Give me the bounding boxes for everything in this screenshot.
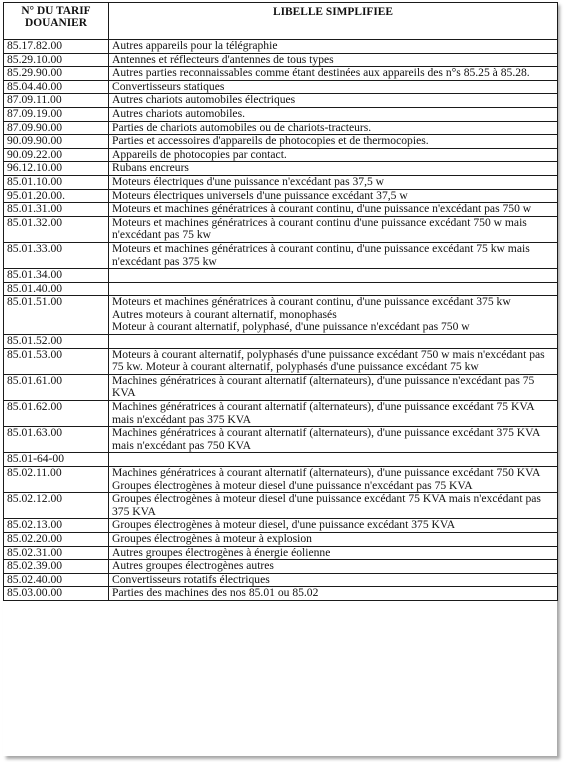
table-header-row <box>4 3 558 40</box>
label-cell: Autres appareils pour la télégraphie <box>109 40 558 54</box>
table-row <box>4 40 558 54</box>
table-body <box>4 40 558 601</box>
tariff-code-cell: 85.02.12.00 <box>4 493 109 519</box>
tariff-code-cell: 90.09.90.00 <box>4 135 109 149</box>
label-cell: Autres parties reconnaissables comme étant destinées aux appareils des n°s 85.25 à 85.28. <box>109 67 558 81</box>
tariff-table <box>3 2 558 601</box>
tariff-code-cell: 85.01.40.00 <box>4 282 109 296</box>
table-row <box>4 519 558 533</box>
table-row <box>4 296 558 335</box>
table-row <box>4 162 558 176</box>
table-row <box>4 546 558 560</box>
label-cell: Parties et accessoires d'appareils de photocopies et de thermocopies. <box>109 135 558 149</box>
tariff-code-cell: 85.02.39.00 <box>4 560 109 574</box>
table-row <box>4 282 558 296</box>
table-row <box>4 203 558 217</box>
label-cell: Autres chariots automobiles électriques <box>109 94 558 108</box>
tariff-code-cell: 85.01.61.00 <box>4 374 109 400</box>
tariff-code-cell: 85.01.10.00 <box>4 175 109 189</box>
tariff-code-cell: 85.02.13.00 <box>4 519 109 533</box>
tariff-code-cell: 85.02.11.00 <box>4 467 109 493</box>
tariff-code-cell: 85.01.53.00 <box>4 348 109 374</box>
label-cell: Convertisseurs rotatifs électriques <box>109 573 558 587</box>
table-row <box>4 335 558 349</box>
tariff-code-cell: 85.03.00.00 <box>4 587 109 601</box>
label-cell: Parties de chariots automobiles ou de chariots-tracteurs. <box>109 121 558 135</box>
tariff-code-cell: 85.01.51.00 <box>4 296 109 335</box>
tariff-code-cell: 85.01-64-00 <box>4 453 109 467</box>
tariff-code-cell: 85.01.62.00 <box>4 401 109 427</box>
tariff-code-cell: 87.09.90.00 <box>4 121 109 135</box>
tariff-code-cell: 85.01.31.00 <box>4 203 109 217</box>
tariff-code-cell: 85.02.31.00 <box>4 546 109 560</box>
tariff-code-cell: 87.09.11.00 <box>4 94 109 108</box>
table-row <box>4 560 558 574</box>
table-row <box>4 216 558 242</box>
label-cell: Moteurs électriques d'une puissance n'excédant pas 37,5 w <box>109 175 558 189</box>
label-cell: Moteurs et machines génératrices à courant continu d'une puissance excédant 750 w mais n'excédant pas 75 kw <box>109 216 558 242</box>
table-row <box>4 148 558 162</box>
label-cell <box>109 453 558 467</box>
label-cell: Groupes électrogènes à moteur diesel, d'une puissance excédant 375 KVA <box>109 519 558 533</box>
table-row <box>4 80 558 94</box>
label-cell: Convertisseurs statiques <box>109 80 558 94</box>
tariff-code-cell: 85.01.52.00 <box>4 335 109 349</box>
label-cell: Autres chariots automobiles. <box>109 107 558 121</box>
table-row <box>4 427 558 453</box>
tariff-code-cell: 85.29.90.00 <box>4 67 109 81</box>
tariff-code-cell: 85.02.20.00 <box>4 532 109 546</box>
label-cell <box>109 269 558 283</box>
tariff-code-cell: 85.01.34.00 <box>4 269 109 283</box>
label-cell: Groupes électrogènes à moteur diesel d'une puissance excédant 75 KVA mais n'excédant pas 375 KVA <box>109 493 558 519</box>
tariff-code-cell: 95.01.20.00. <box>4 189 109 203</box>
label-cell: Machines génératrices à courant alternatif (alternateurs), d'une puissance excédant 75 KVA mais n'excédant pas 375 KVA <box>109 401 558 427</box>
label-cell: Parties des machines des nos 85.01 ou 85.02 <box>109 587 558 601</box>
table-row <box>4 573 558 587</box>
table-row <box>4 467 558 493</box>
tariff-table-frame <box>3 2 557 756</box>
label-cell: Rubans encreurs <box>109 162 558 176</box>
tariff-code-cell: 96.12.10.00 <box>4 162 109 176</box>
label-cell: Groupes électrogènes à moteur à explosion <box>109 532 558 546</box>
table-row <box>4 401 558 427</box>
table-row <box>4 587 558 601</box>
label-cell: Moteurs électriques universels d'une puissance excédant 37,5 w <box>109 189 558 203</box>
label-cell: Machines génératrices à courant alternatif (alternateurs), d'une puissance excédant 750 KVA Groupes électrogènes à moteur diesel d'une puissance n'excédant pas 75 KVA <box>109 467 558 493</box>
table-row <box>4 348 558 374</box>
label-cell: Antennes et réflecteurs d'antennes de tous types <box>109 53 558 67</box>
tariff-code-cell: 85.29.10.00 <box>4 53 109 67</box>
header-simplified-label: LIBELLE SIMPLIFIEE <box>109 3 558 40</box>
label-cell: Moteurs et machines génératrices à courant continu, d'une puissance excédant 375 kw Autres moteurs à courant alternatif, monophasés Moteur à courant alternatif, polyphasé, d'une puissance n'excédant pas 750 w <box>109 296 558 335</box>
table-row <box>4 242 558 268</box>
label-cell: Machines génératrices à courant alternatif (alternateurs), d'une puissance excédant 375 KVA mais n'excédant pas 750 KVA <box>109 427 558 453</box>
table-row <box>4 493 558 519</box>
label-cell: Autres groupes électrogènes autres <box>109 560 558 574</box>
label-cell: Autres groupes électrogènes à énergie éolienne <box>109 546 558 560</box>
tariff-code-cell: 90.09.22.00 <box>4 148 109 162</box>
table-row <box>4 53 558 67</box>
tariff-code-cell: 85.01.63.00 <box>4 427 109 453</box>
label-cell: Moteurs et machines génératrices à courant continu, d'une puissance excédant 75 kw mais n'excédant pas 375 kw <box>109 242 558 268</box>
label-cell: Machines génératrices à courant alternatif (alternateurs), d'une puissance n'excédant pas 75 KVA <box>109 374 558 400</box>
label-cell: Moteurs et machines génératrices à courant continu, d'une puissance n'excédant pas 750 w <box>109 203 558 217</box>
tariff-code-cell: 87.09.19.00 <box>4 107 109 121</box>
table-row <box>4 453 558 467</box>
label-cell: Moteurs à courant alternatif, polyphasés d'une puissance excédant 750 w mais n'excédant pas 75 kw. Moteur à courant alternatif, polyphasés d'une puissance excédant 75 kw <box>109 348 558 374</box>
label-cell <box>109 335 558 349</box>
tariff-code-cell: 85.01.33.00 <box>4 242 109 268</box>
table-row <box>4 269 558 283</box>
tariff-code-cell: 85.01.32.00 <box>4 216 109 242</box>
tariff-code-cell: 85.02.40.00 <box>4 573 109 587</box>
table-row <box>4 121 558 135</box>
header-tariff-number: N° DU TARIF DOUANIER <box>4 3 109 40</box>
table-row <box>4 532 558 546</box>
label-cell <box>109 282 558 296</box>
table-row <box>4 107 558 121</box>
table-row <box>4 374 558 400</box>
table-row <box>4 175 558 189</box>
table-row <box>4 189 558 203</box>
table-row <box>4 67 558 81</box>
table-row <box>4 94 558 108</box>
table-row <box>4 135 558 149</box>
tariff-code-cell: 85.04.40.00 <box>4 80 109 94</box>
tariff-code-cell: 85.17.82.00 <box>4 40 109 54</box>
label-cell: Appareils de photocopies par contact. <box>109 148 558 162</box>
